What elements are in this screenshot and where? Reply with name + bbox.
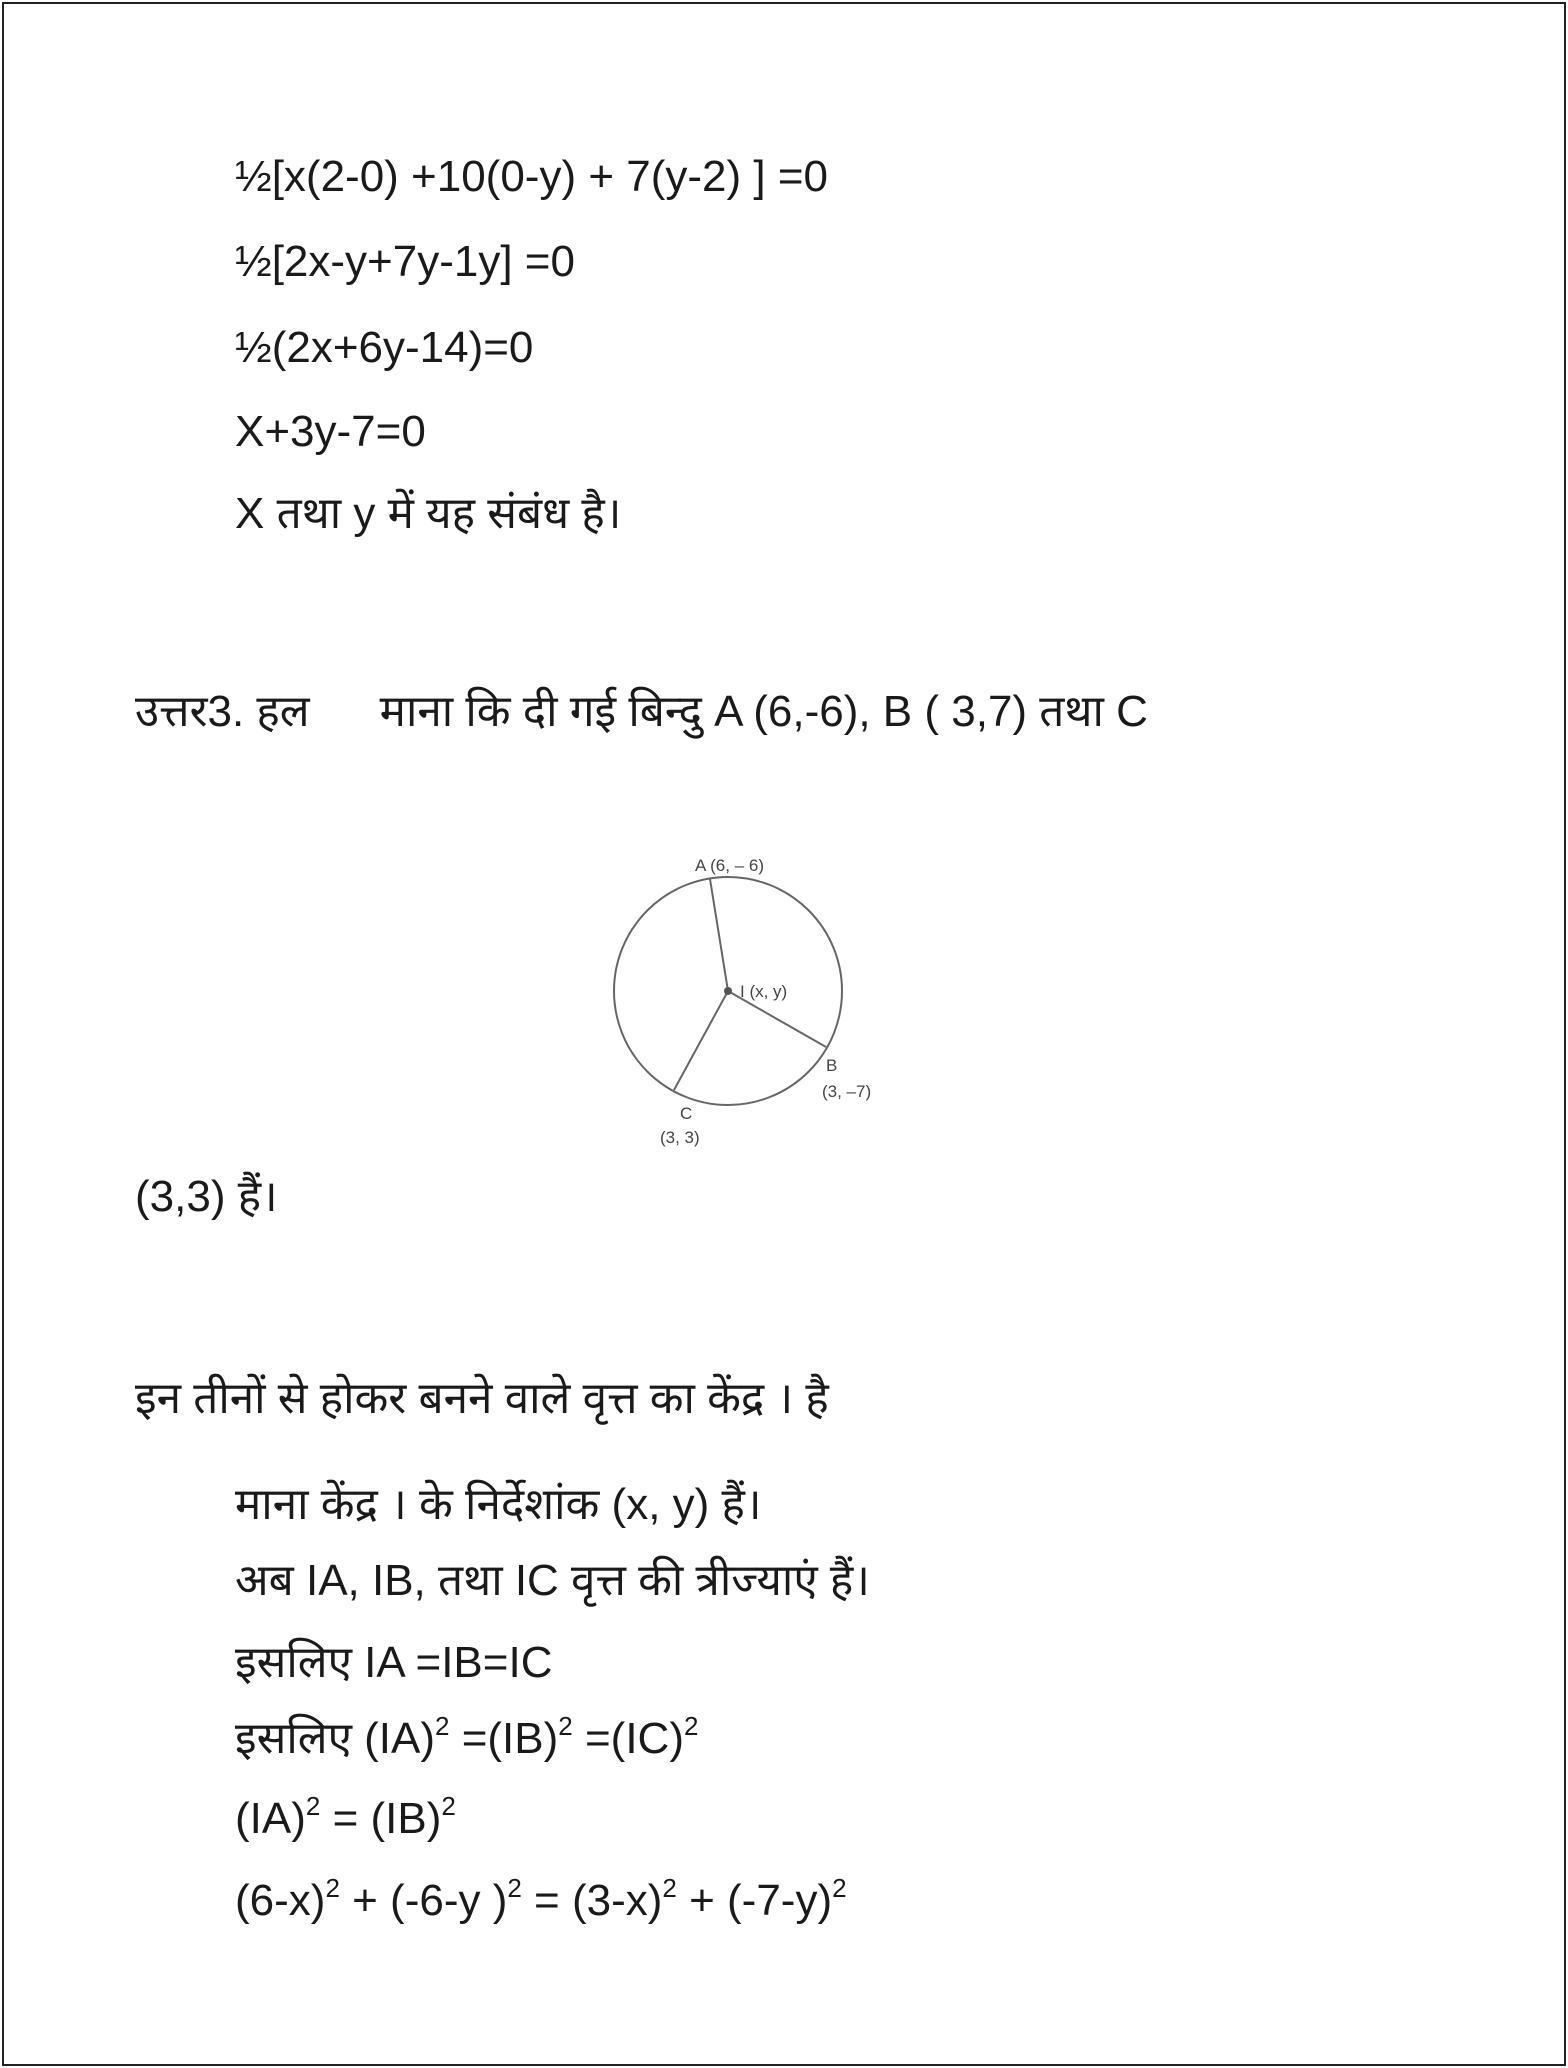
solution-line-6 <box>235 1873 847 1925</box>
exponent: 2 <box>435 1711 450 1741</box>
exponent: 2 <box>325 1873 340 1903</box>
center-point <box>724 987 732 995</box>
text-segment: इसलिए (IA) <box>235 1714 436 1763</box>
answer3-heading <box>135 687 1148 736</box>
exponent: 2 <box>305 1791 321 1821</box>
exponent: 2 <box>441 1791 456 1821</box>
text-segment: = (3-x) <box>521 1876 663 1925</box>
text-segment: =(IB) <box>449 1714 559 1763</box>
label-a: A (6, – 6) <box>695 856 764 875</box>
text-segment: =(IC) <box>572 1714 684 1763</box>
coord-b: (3, –7) <box>822 1082 872 1101</box>
equation-line-4: X+3y-7=0 <box>235 407 426 456</box>
solution-line-1: माना केंद्र । के निर्देशांक (x, y) हैं। <box>235 1480 762 1529</box>
answer3-text: माना कि दी गई बिन्दु A (6,-6), B ( 3,7) तथा C <box>379 687 1148 736</box>
equation-line-3: ½(2x+6y-14)=0 <box>235 323 534 372</box>
answer3-label: उत्तर3. हल <box>135 687 310 736</box>
center-statement: इन तीनों से होकर बनने वाले वृत्त का केंद्र । है <box>135 1374 829 1423</box>
text-segment: + (-6-y ) <box>339 1876 508 1925</box>
solution-line-4 <box>235 1711 699 1763</box>
label-b: B <box>826 1056 838 1075</box>
circle-diagram <box>600 835 920 1155</box>
text-segment: + (-7-y) <box>676 1876 833 1925</box>
solution-line-2: अब IA, IB, तथा IC वृत्त की त्रीज्याएं हैं। <box>235 1556 870 1605</box>
coord-c: (3, 3) <box>660 1128 700 1147</box>
radius-ic <box>674 991 728 1090</box>
exponent: 2 <box>507 1873 522 1903</box>
exponent: 2 <box>662 1873 677 1903</box>
equation-line-2: ½[2x-y+7y-1y] =0 <box>235 237 575 286</box>
exponent: 2 <box>683 1711 699 1741</box>
exponent: 2 <box>832 1873 847 1903</box>
text-segment: = (IB) <box>320 1794 442 1843</box>
radius-ia <box>710 879 728 991</box>
answer3-continuation: (3,3) हैं। <box>135 1172 278 1221</box>
solution-line-3: इसलिए IA =IB=IC <box>235 1638 553 1687</box>
relation-statement: X तथा y में यह संबंध है। <box>235 489 622 538</box>
label-c: C <box>680 1104 693 1123</box>
text-segment: (6-x) <box>235 1876 326 1925</box>
exponent: 2 <box>558 1711 573 1741</box>
solution-line-5 <box>235 1791 456 1843</box>
text-segment: (IA) <box>235 1794 306 1843</box>
equation-line-1: ½[x(2-0) +10(0-y) + 7(y-2) ] =0 <box>235 152 828 201</box>
label-i: I (x, y) <box>740 982 788 1001</box>
